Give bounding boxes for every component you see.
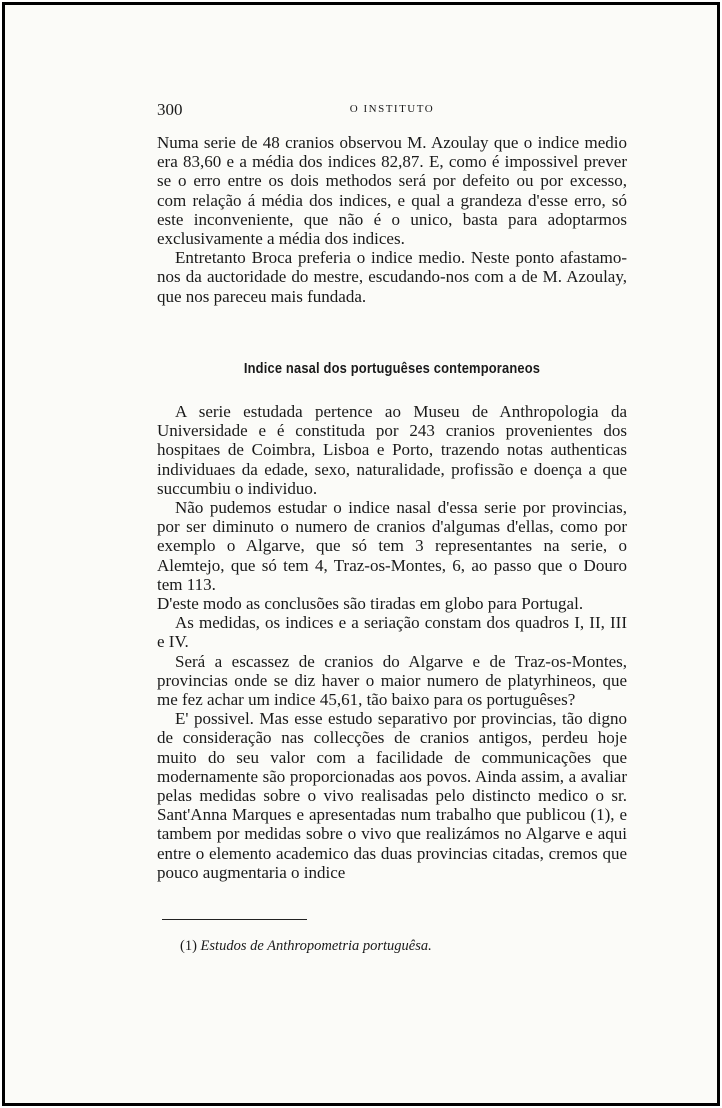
footnote-text: Estudos de Anthropometria portuguêsa. xyxy=(200,938,432,954)
paragraph: Entretanto Broca preferia o indice medio. Neste ponto afastamo-nos da auctoridade do mestre, escudando-nos com a de M. Azoulay, que nos pareceu mais fundada. xyxy=(157,248,627,306)
text-block-section xyxy=(157,402,627,882)
paragraph: E' possivel. Mas esse estudo separativo por provincias, tão digno de consideração nas collecções de cranios antigos, perdeu hoje muito do seu valor com a facilidade de communicações que modernamente são proporcionadas aos povos. Ainda assim, a avaliar pelas medidas sobre o vivo realisadas pelo distincto medico o sr. Sant'Anna Marques e apresentadas num trabalho que publicou (1), e tambem por medidas sobre o vivo que realizámos no Algarve e aqui entre o elemento academico das duas provincias citadas, cremos que pouco augmentaria o indice xyxy=(157,709,627,882)
section-heading: Indice nasal dos portuguêses contemporaneos xyxy=(243,360,541,377)
paragraph: As medidas, os indices e a seriação constam dos quadros I, II, III e IV. xyxy=(157,613,627,652)
paragraph: Numa serie de 48 cranios observou M. Azoulay que o indice medio era 83,60 e a média dos indices 82,87. E, como é impossivel prever se o erro entre os dois methodos será por defeito ou por excesso, com relação á média dos indices, e qual a grandeza d'esse erro, só este inconveniente, que não é o unico, basta para adoptarmos exclusivamente a média dos indices. xyxy=(157,133,627,249)
running-title: O INSTITUTO xyxy=(349,103,435,115)
paragraph: A serie estudada pertence ao Museu de Anthropologia da Universidade e é constituda por 243 cranios provenientes dos hospitaes de Coimbra, Lisboa e Porto, trazendo notas authenticas individuaes da edade, sexo, naturalidade, profissão e doença a que succumbiu o individuo. xyxy=(157,402,627,498)
paragraph: D'este modo as conclusões são tiradas em globo para Portugal. xyxy=(157,594,584,614)
footnote-marker: (1) xyxy=(180,938,197,954)
paragraph: Será a escassez de cranios do Algarve e de Traz-os-Montes, provincias onde se diz haver o maior numero de platyrhineos, que me fez achar um indice 45,61, tão baixo para os portuguêses? xyxy=(157,651,627,710)
page-frame xyxy=(2,2,720,1106)
page-number: 300 xyxy=(157,100,183,119)
text-block-intro xyxy=(157,133,627,306)
footnote xyxy=(180,937,600,955)
paragraph: Não pudemos estudar o indice nasal d'essa serie por provincias, por ser diminuto o numero de cranios d'algumas d'ellas, como por exemplo o Algarve, que só tem 3 representantes na serie, o Alemtejo, que só tem 4, Traz-os-Montes, 6, ao passo que o Douro tem 113. xyxy=(157,498,627,594)
page-header xyxy=(157,100,627,120)
footnote-rule xyxy=(162,919,307,920)
